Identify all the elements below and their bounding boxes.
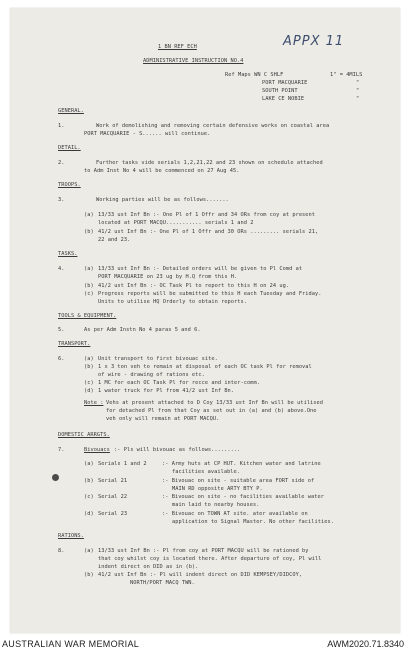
- domestic-item-a-serial: Serials 1 and 2: [98, 461, 147, 467]
- tasks-item-a-line-1: 13/33 ust Inf Bn :- Detailed orders will be given to Pl Comd at: [98, 266, 303, 272]
- para-3-text: Working parties will be as follows.......: [96, 197, 229, 203]
- troops-item-b-line-2: 22 and 23.: [98, 237, 131, 243]
- rations-item-b-label: (b): [84, 572, 94, 578]
- domestic-item-b-serial: Serial 21: [98, 478, 128, 484]
- map-scale-3: ": [356, 88, 360, 94]
- tasks-item-a-line-2: PORT MACQUARIE on 23 ug by H.Q from this H.: [98, 274, 238, 280]
- transport-item-c-line-1: 1 MC for each OC Task Pl for recce and inter-comm.: [98, 380, 260, 386]
- map-ref-1: Ref Maps WN C SHLF: [225, 72, 284, 78]
- para-3-number: 3.: [58, 197, 65, 203]
- map-scale-1: 1" = 4MILS: [330, 72, 363, 78]
- para-5-number: 5.: [58, 327, 65, 333]
- footer-accession-number: AWM2020.71.8340: [327, 639, 404, 649]
- para-1-number: 1.: [58, 123, 65, 129]
- unit-title: 1 BN REF ECH: [158, 44, 197, 50]
- domestic-item-b-label: (b): [84, 478, 94, 484]
- map-ref-2: PORT MACQUARIE: [262, 80, 308, 86]
- para-8-number: 8.: [58, 548, 65, 554]
- para-1-line-2: PORT MACQUARIE - S...... will continue.: [84, 131, 211, 137]
- domestic-item-d-line-1: :- Bivouac on TOWN AT site. ater available on: [162, 511, 308, 517]
- rations-item-a-line-3: indent direct on DID as in (b).: [98, 564, 199, 570]
- para-7-text: :- Pls will bivouac as follows.........: [114, 447, 241, 453]
- rations-item-b-line-1: 41/2 ust Inf Bn :- Pl will indent direct on DID KEMPSEY/DIDCOY,: [98, 572, 303, 578]
- heading-detail: DETAIL.: [58, 145, 81, 151]
- tasks-item-a-label: (a): [84, 266, 94, 272]
- para-5-text: As per Adm Instn No 4 paras 5 and 6.: [84, 327, 201, 333]
- domestic-item-a-line-2: facilities available.: [172, 469, 241, 475]
- domestic-item-c-label: (c): [84, 494, 94, 500]
- heading-domestic: DOMESTIC ARRGTS.: [58, 432, 110, 438]
- rations-item-b-line-2: NORTH/PORT MACQ TWN.: [130, 580, 195, 586]
- rations-item-a-line-2: that coy whilst coy is located there. After departure of coy, Pl will: [98, 556, 322, 562]
- map-ref-4: LAKE CE NOBIE: [262, 96, 305, 102]
- troops-item-a-label: (a): [84, 212, 94, 218]
- para-7-number: 7.: [58, 447, 65, 453]
- instruction-title: ADMINISTRATIVE INSTRUCTION NO.4: [143, 58, 244, 64]
- para-2-number: 2.: [58, 160, 65, 166]
- map-scale-4: ": [356, 96, 360, 102]
- domestic-item-b-line-1: :- Bivouac on site - suitable area FORT side of: [162, 478, 315, 484]
- appendix-annotation: APPX 11: [283, 34, 345, 49]
- footer-credit: AUSTRALIAN WAR MEMORIAL: [2, 639, 140, 649]
- troops-item-a-line-1: 13/33 ust Inf Bn :- One Pl of 1 Offr and 34 ORs from coy at present: [98, 212, 316, 218]
- transport-item-b-line-1: 1 x 3 ton veh to remain at disposal of each OC task Pl for removal: [98, 364, 312, 370]
- para-1-line-1: Work of demolishing and removing certain defensive works on coastal area: [96, 123, 330, 129]
- footer-bar: [0, 636, 408, 653]
- domestic-item-c-line-2: main laid to nearby houses.: [172, 502, 260, 508]
- transport-note-line-3: veh only will remain at PORT MACQU.: [106, 416, 220, 422]
- transport-item-a-label: (a): [84, 356, 94, 362]
- transport-item-d-line-1: 1 water truck for Pl from 41/2 ust Inf Bn.: [98, 388, 235, 394]
- heading-tasks: TASKS.: [58, 251, 78, 257]
- heading-troops: TROOPS.: [58, 182, 81, 188]
- tasks-item-c-label: (c): [84, 291, 94, 297]
- rations-item-a-label: (a): [84, 548, 94, 554]
- para-6-number: 6.: [58, 356, 65, 362]
- heading-general: GENERAL.: [58, 108, 84, 114]
- heading-rations: RATIONS.: [58, 533, 84, 539]
- domestic-item-c-serial: Serial 22: [98, 494, 128, 500]
- tasks-item-b-line-1: 41/2 ust Inf Bn :- OC Task Pl to report to this H on 24 ug.: [98, 283, 290, 289]
- map-scale-2: ": [356, 80, 360, 86]
- domestic-item-d-serial: Serial 23: [98, 511, 128, 517]
- para-4-number: 4.: [58, 266, 65, 272]
- transport-note-label: Note :: [84, 400, 104, 406]
- transport-item-d-label: (d): [84, 388, 94, 394]
- rations-item-a-line-1: 13/33 ust Inf Bn :- Pl from coy at PORT MACQU will be rationed by: [98, 548, 309, 554]
- map-ref-3: SOUTH POINT: [262, 88, 298, 94]
- troops-item-b-line-1: 41/2 ust Inf Bn :- One Pl of 1 Offr and 30 ORs ......... serials 21,: [98, 229, 319, 235]
- heading-tools: TOOLS & EQUIPMENT.: [58, 313, 117, 319]
- transport-item-c-label: (c): [84, 380, 94, 386]
- transport-note-line-1: Vehs at present attached to D Coy 13/33 ust Inf Bn will be utilised: [106, 400, 324, 406]
- transport-item-a-line-1: Unit transport to first bivouac site.: [98, 356, 218, 362]
- domestic-item-c-line-1: :- Bivouac on site - no facilities available water: [162, 494, 324, 500]
- troops-item-b-label: (b): [84, 229, 94, 235]
- para-2-line-2: to Adm Inst No 4 will be commenced on 27 Aug 45.: [84, 168, 240, 174]
- heading-transport: TRANSPORT.: [58, 341, 91, 347]
- domestic-item-a-line-1: :- Army huts at CP HUT. Kitchen water and latrine: [162, 461, 321, 467]
- punch-hole: [52, 474, 59, 481]
- transport-item-b-label: (b): [84, 364, 94, 370]
- tasks-item-b-label: (b): [84, 283, 94, 289]
- para-2-line-1: Further tasks vide serials 1,2,21,22 and 23 shown on schedule attached: [96, 160, 323, 166]
- tasks-item-c-line-2: Units to utilise HQ Orderly to obtain reports.: [98, 299, 247, 305]
- transport-item-b-line-2: of wire - drawing of rations etc.: [98, 372, 205, 378]
- domestic-item-d-label: (d): [84, 511, 94, 517]
- transport-note-line-2: for detached Pl from that Coy as set out in (a) and (b) above.One: [106, 408, 317, 414]
- para-7-lead: Bivouacs: [84, 447, 110, 453]
- tasks-item-c-line-1: Progress reports will be submitted to this H each Tuesday and Friday.: [98, 291, 322, 297]
- domestic-item-b-line-2: MAIN RD opposite ARTY BTY P.: [172, 486, 263, 492]
- domestic-item-d-line-2: application to Signal Master. No other facilities.: [172, 519, 334, 525]
- troops-item-a-line-2: located at PORT MACQU........... serials 1 and 2: [98, 220, 254, 226]
- domestic-item-a-label: (a): [84, 461, 94, 467]
